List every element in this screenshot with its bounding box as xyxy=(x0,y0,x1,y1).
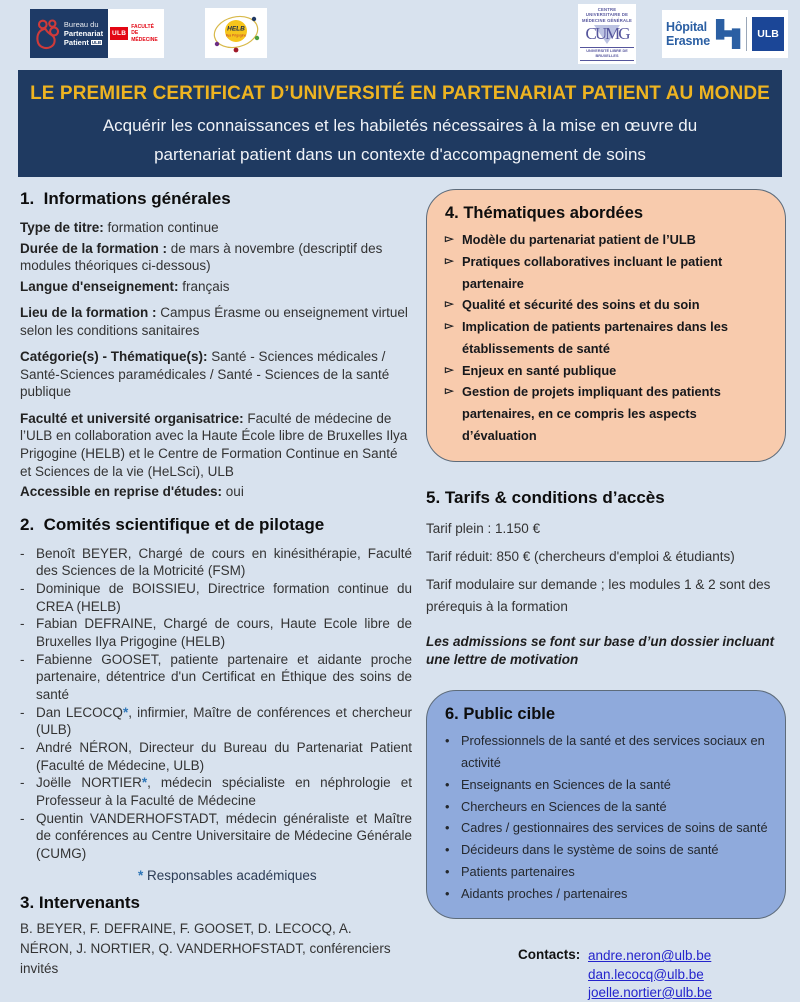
public-text: Aidants proches / partenaires xyxy=(461,885,628,901)
dash-bullet: - xyxy=(20,616,25,632)
dash-bullet: - xyxy=(20,581,25,596)
thematique-item xyxy=(445,229,771,251)
info-label: Catégorie(s) - Thématique(s): xyxy=(20,349,208,365)
committee-member xyxy=(20,704,412,739)
public-item xyxy=(445,883,771,905)
committee-member xyxy=(20,739,412,774)
cumg-header-text: CENTRE UNIVERSITAIRE DE MÉDECINE GÉNÉRALE xyxy=(582,7,632,23)
thematiques-box xyxy=(426,189,786,462)
info-label: Langue d'enseignement: xyxy=(20,278,179,294)
member-role: , patiente partenaire et aidante proche partenaire, détentrice d'un Certificat en Éthique des soins de santé xyxy=(36,651,412,703)
dash-bullet: - xyxy=(20,704,25,720)
erasme-line2: Erasme xyxy=(666,34,710,48)
contacts-word: Contacts xyxy=(518,947,576,963)
thematique-item xyxy=(445,316,771,360)
member-role: , Directeur du Bureau du Partenariat Patient (Faculté de Médecine, ULB) xyxy=(36,740,412,773)
dash-bullet: - xyxy=(20,651,25,667)
faculte-medecine-text xyxy=(131,24,162,44)
bureau-partenariat-patient-logo xyxy=(30,9,108,58)
dot-bullet-icon: • xyxy=(445,798,450,814)
member-text xyxy=(36,810,412,863)
contact-email-list xyxy=(588,947,712,1002)
info-value: de mars à novembre (descriptif des modules théoriques ci-dessous) xyxy=(20,240,383,274)
hopital-erasme-ulb-logo xyxy=(662,10,788,58)
contacts-colon: : xyxy=(575,947,585,963)
member-name: Fabienne GOOSET xyxy=(36,651,158,667)
thematique-text: Gestion de projets impliquant des patients partenaires, en ce compris les aspects d’évaluation xyxy=(462,384,721,443)
public-text: Cadres / gestionnaires des services de soins de santé xyxy=(461,820,768,836)
info-item xyxy=(20,410,412,480)
member-text xyxy=(36,739,412,774)
info-value: Santé - Sciences médicales / Santé-Sciences paramédicales / Santé - Sciences de la santé publique xyxy=(20,349,390,400)
title-banner xyxy=(18,70,782,177)
dash-bullet: - xyxy=(20,810,25,826)
contacts xyxy=(518,947,786,1002)
general-info-list xyxy=(20,219,412,501)
section-4-heading: 4. Thématiques abordées xyxy=(445,204,644,222)
member-role: , Chargé de cours en kinésithérapie, Faculté des Sciences de la Motricité (FSM) xyxy=(36,545,412,579)
public-text: Patients partenaires xyxy=(461,863,575,879)
dot-bullet-icon: • xyxy=(445,885,450,901)
contact-email-link[interactable]: dan.lecocq@ulb.be xyxy=(588,966,704,982)
dot-bullet-icon: • xyxy=(445,820,450,836)
committee-member xyxy=(20,774,412,809)
helb-orbit-icon xyxy=(210,11,262,55)
arrow-bullet-icon: ▻ xyxy=(445,298,454,311)
info-item xyxy=(20,219,412,237)
poster-title: LE PREMIER CERTIFICAT D’UNIVERSITÉ EN PARTENARIAT PATIENT AU MONDE xyxy=(30,83,770,104)
thematique-text: Implication de patients partenaires dans les établissements de santé xyxy=(462,319,728,356)
asterisk-icon: * xyxy=(138,867,144,883)
public-cible-list xyxy=(441,730,771,904)
thematique-item xyxy=(445,381,771,446)
section-1-heading: 1. Informations générales xyxy=(20,189,231,208)
academic-lead-asterisk: * xyxy=(141,775,148,791)
bpp-line3 xyxy=(64,38,103,47)
member-name: Fabian DEFRAINE xyxy=(36,616,153,632)
cumg-logo xyxy=(578,4,636,64)
tarif-line: Tarif réduit: 850 € (chercheurs d'emploi & étudiants) xyxy=(426,548,735,564)
ulb-blue-badge: ULB xyxy=(752,17,784,51)
bpp-line2: Partenariat xyxy=(63,29,104,38)
tarifs-section xyxy=(426,488,786,671)
info-item xyxy=(20,483,412,501)
info-item xyxy=(20,240,412,275)
dot-bullet-icon: • xyxy=(445,733,450,749)
committee-member xyxy=(20,545,412,580)
footnote-text: Responsables académiques xyxy=(143,867,317,883)
committee-member xyxy=(20,580,412,615)
member-name: André NÉRON xyxy=(36,740,129,756)
thematique-item xyxy=(445,251,771,295)
arrow-bullet-icon: ▻ xyxy=(445,363,454,376)
main-content xyxy=(0,177,800,1002)
people-circles-icon xyxy=(35,16,61,52)
erasme-line1: Hôpital xyxy=(666,19,707,34)
tarif-line: Tarif plein : 1.150 € xyxy=(426,520,541,536)
committee-list xyxy=(20,545,412,863)
dash-bullet: - xyxy=(20,775,25,791)
ulb-faculte-medecine-logo xyxy=(108,9,164,58)
public-item xyxy=(445,861,771,883)
helb-name: HELB xyxy=(227,25,245,33)
member-text xyxy=(36,704,412,739)
info-value: français xyxy=(178,278,230,294)
thematique-item xyxy=(445,360,771,382)
bpp-wordmark xyxy=(64,20,103,47)
thematique-text: Qualité et sécurité des soins et du soin xyxy=(462,297,700,313)
committee-member xyxy=(20,651,412,704)
thematiques-list xyxy=(441,229,771,447)
public-text: Chercheurs en Sciences de la santé xyxy=(461,798,667,814)
contacts-label xyxy=(518,947,584,1002)
logo-header xyxy=(0,0,800,66)
member-name: Benoît BEYER xyxy=(36,545,128,561)
info-value: formation continue xyxy=(103,220,219,235)
section-3-heading: 3. Intervenants xyxy=(20,892,140,912)
thematique-item xyxy=(445,294,771,316)
helb-subname: Ilya Prigogine xyxy=(225,33,247,38)
public-text: Professionnels de la santé et des services sociaux en activité xyxy=(461,733,765,771)
ulb-red-badge: ULB xyxy=(110,27,128,40)
public-item xyxy=(445,839,771,861)
info-value: Campus Érasme ou enseignement virtuel selon les conditions sanitaires xyxy=(20,305,408,338)
member-role: , Directrice formation continue du CREA (HELB) xyxy=(36,581,413,614)
erasme-wordmark xyxy=(666,20,710,49)
info-label: Faculté et université organisatrice: xyxy=(20,410,244,426)
tarif-lines xyxy=(426,518,786,619)
member-text xyxy=(36,580,412,615)
member-name: Joëlle NORTIER xyxy=(36,775,142,791)
tarif-line: Tarif modulaire sur demande ; les modules 1 & 2 sont des prérequis à la formation xyxy=(426,577,771,615)
thematique-text: Enjeux en santé publique xyxy=(462,362,617,378)
info-item xyxy=(20,278,412,296)
section-6-heading: 6. Public cible xyxy=(445,705,556,724)
speakers-text: B. BEYER, F. DEFRAINE, F. GOOSET, D. LECOCQ, A. NÉRON, J. NORTIER, Q. VANDERHOFSTADT, conférenciers invités xyxy=(20,920,391,977)
public-item xyxy=(445,817,771,839)
info-value: Faculté de médecine de l’ULB en collaboration avec la Haute École libre de Bruxelles Ilya Prigogine (HELB) et le Centre de Formation Continue en Santé et Sciences de la vie (HeLSci), ULB xyxy=(20,410,408,479)
dash-bullet: - xyxy=(20,545,25,561)
cumg-footer-text: UNIVERSITÉ LIBRE DE BRUXELLES xyxy=(580,47,634,61)
divider xyxy=(746,17,747,51)
cumg-monogram xyxy=(580,23,634,46)
thematique-text: Pratiques collaboratives incluant le patient partenaire xyxy=(462,253,723,291)
left-column xyxy=(20,189,412,1002)
right-column xyxy=(426,189,786,1002)
public-text: Enseignants en Sciences de la santé xyxy=(461,776,671,792)
ulb-mini-badge: ULB xyxy=(91,40,102,45)
public-text: Décideurs dans le système de soins de santé xyxy=(461,842,719,858)
bpp-line1: Bureau du xyxy=(63,20,99,29)
info-item xyxy=(20,304,412,339)
cumg-letters: CUMG xyxy=(585,24,629,44)
dot-bullet-icon: • xyxy=(445,842,450,858)
public-item xyxy=(445,796,771,818)
arrow-bullet-icon: ▻ xyxy=(445,254,454,267)
arrow-bullet-icon: ▻ xyxy=(445,233,454,245)
info-label: Type de titre: xyxy=(20,220,104,235)
admission-note: Les admissions se font sur base d’un dossier incluant une lettre de motivation xyxy=(426,633,775,668)
medecine-line: DE MÉDECINE xyxy=(131,30,158,43)
member-text xyxy=(36,774,412,809)
section-5-heading: 5. Tarifs & conditions d’accès xyxy=(426,487,665,507)
info-value: oui xyxy=(222,484,244,500)
dot-bullet-icon: • xyxy=(445,863,450,879)
public-cible-box xyxy=(426,690,786,919)
info-label: Durée de la formation : xyxy=(20,240,168,256)
member-role: , médecin spécialiste en néphrologie et Professeur à la Faculté de Médecine xyxy=(36,775,413,809)
member-role: , médecin généraliste et Maître de conférences au Centre Universitaire de Médecine Générale (CUMG) xyxy=(36,810,413,862)
info-item xyxy=(20,348,412,401)
member-name: Dominique de BOISSIEU xyxy=(36,581,196,596)
committee-member xyxy=(20,810,412,863)
contact-email-link[interactable]: joelle.nortier@ulb.be xyxy=(588,984,713,1000)
member-name: Dan LECOCQ xyxy=(36,704,123,720)
arrow-bullet-icon: ▻ xyxy=(445,385,454,398)
info-label: Lieu de la formation : xyxy=(20,305,157,321)
public-item xyxy=(445,730,771,774)
info-label: Accessible en reprise d'études: xyxy=(20,484,223,500)
bpp-patient-text: Patient xyxy=(63,38,89,47)
dash-bullet: - xyxy=(20,740,25,756)
member-text xyxy=(36,545,412,580)
faculte-line: FACULTÉ xyxy=(131,23,154,30)
public-item xyxy=(445,774,771,796)
dot-bullet-icon: • xyxy=(445,776,450,792)
committee-member xyxy=(20,615,412,650)
member-name: Quentin VANDERHOFSTADT xyxy=(36,810,216,826)
thematique-text: Modèle du partenariat patient de l’ULB xyxy=(462,232,696,247)
member-role: , Chargé de cours, Haute Ecole libre de Bruxelles Ilya Prigogine (HELB) xyxy=(36,616,412,650)
arrow-bullet-icon: ▻ xyxy=(445,320,454,332)
member-text xyxy=(36,651,412,704)
academic-leads-footnote xyxy=(138,868,412,883)
contact-email-link[interactable]: andre.neron@ulb.be xyxy=(588,948,712,964)
member-role: , infirmier, Maître de conférences et chercheur (ULB) xyxy=(36,704,412,738)
poster-subtitle: Acquérir les connaissances et les habiletés nécessaires à la mise en œuvre du partenariat patient dans un contexte d'accompagnement de soins xyxy=(102,116,698,164)
academic-lead-asterisk: * xyxy=(122,704,129,720)
section-2-heading: 2. Comités scientifique et de pilotage xyxy=(20,514,325,534)
erasme-h-icon xyxy=(715,17,741,51)
helb-ilya-prigogine-logo xyxy=(205,8,267,58)
member-text xyxy=(36,615,412,650)
